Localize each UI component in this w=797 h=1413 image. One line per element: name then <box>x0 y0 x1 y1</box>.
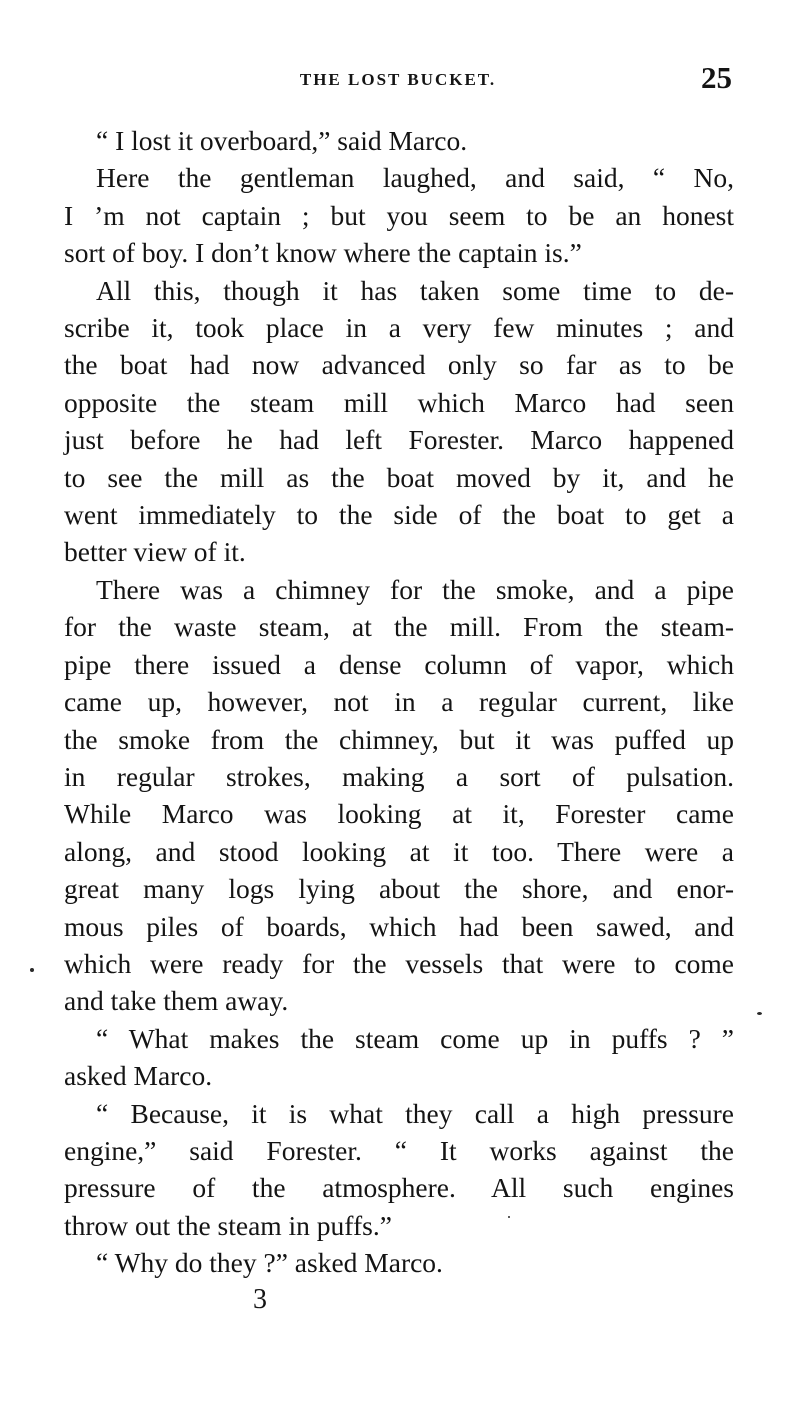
text-line: “ What makes the steam come up in puffs ? ” <box>96 1022 734 1054</box>
text-line: great many logs lying about the shore, and enor- <box>64 873 734 905</box>
print-speck <box>757 1012 762 1015</box>
text-line: along, and stood looking at it too. There were a <box>64 835 734 867</box>
running-head <box>62 60 734 100</box>
paragraph <box>64 571 734 1020</box>
text-line: went immediately to the side of the boat to get a <box>64 499 734 531</box>
text-line: better view of it. <box>64 536 246 568</box>
text-line: mous piles of boards, which had been sawed, and <box>64 910 734 942</box>
text-line: for the waste steam, at the mill. From the steam- <box>64 611 734 643</box>
text-line: There was a chimney for the smoke, and a pipe <box>96 573 734 605</box>
text-line: the boat had now advanced only so far as to be <box>64 349 734 381</box>
text-line: scribe it, took place in a very few minutes ; and <box>64 312 734 344</box>
text-line: came up, however, not in a regular current, like <box>64 686 734 718</box>
text-line: opposite the steam mill which Marco had seen <box>64 386 734 418</box>
paragraph <box>64 122 734 159</box>
text-line: to see the mill as the boat moved by it, and he <box>64 461 734 493</box>
text-line: throw out the steam in puffs.” <box>64 1209 392 1241</box>
text-line: sort of boy. I don’t know where the captain is.” <box>64 237 582 269</box>
text-line: engine,” said Forester. “ It works against the <box>64 1134 734 1166</box>
body-text <box>64 122 734 1282</box>
text-line: While Marco was looking at it, Forester came <box>64 798 734 830</box>
paragraph <box>64 1020 734 1095</box>
page-number: 25 <box>701 60 732 95</box>
text-line: just before he had left Forester. Marco happened <box>64 424 734 456</box>
text-line: I ’m not captain ; but you seem to be an honest <box>64 199 734 231</box>
signature-mark: 3 <box>253 1284 267 1315</box>
paragraph <box>64 1095 734 1245</box>
text-line: pipe there issued a dense column of vapor, which <box>64 648 734 680</box>
text-line: asked Marco. <box>64 1060 213 1092</box>
print-speck <box>30 968 34 972</box>
text-line: “ Why do they ?” asked Marco. <box>96 1247 443 1279</box>
print-speck <box>508 1216 510 1218</box>
text-line: Here the gentleman laughed, and said, “ No, <box>96 162 734 194</box>
running-title: THE LOST BUCKET. <box>299 70 497 89</box>
text-line: which were ready for the vessels that were to come <box>64 947 734 979</box>
text-line: All this, though it has taken some time to de- <box>96 274 734 306</box>
text-line: “ I lost it overboard,” said Marco. <box>96 125 468 156</box>
text-line: the smoke from the chimney, but it was puffed up <box>64 723 734 755</box>
paragraph <box>64 159 734 271</box>
text-line: “ Because, it is what they call a high pressure <box>96 1097 734 1129</box>
text-line: pressure of the atmosphere. All such engines <box>64 1172 734 1204</box>
paragraph <box>64 272 734 571</box>
text-line: in regular strokes, making a sort of pulsation. <box>64 760 734 792</box>
paragraph <box>64 1244 734 1281</box>
text-line: and take them away. <box>64 985 289 1017</box>
